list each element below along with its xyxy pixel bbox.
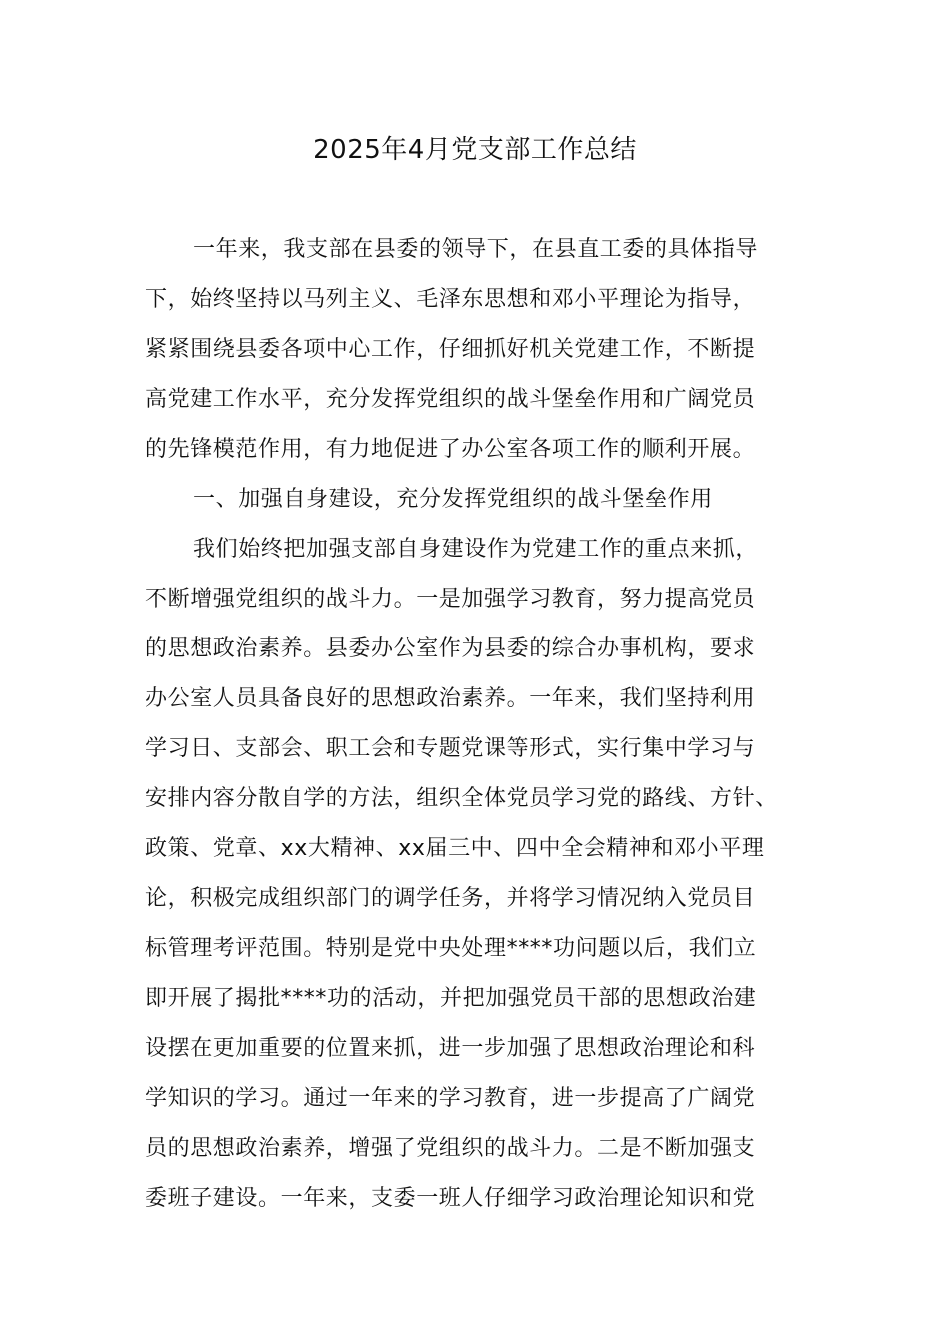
- paragraph-line: 不断增强党组织的战斗力。一是加强学习教育，努力提高党员: [145, 587, 756, 612]
- paragraph-line: 政策、党章、xx大精神、xx届三中、四中全会精神和邓小平理: [145, 836, 765, 861]
- paragraph-line: 办公室人员具备良好的思想政治素养。一年来，我们坚持利用: [145, 686, 756, 711]
- paragraph-line: 学知识的学习。通过一年来的学习教育，进一步提高了广阔党: [145, 1086, 756, 1111]
- paragraph-line: 员的思想政治素养，增强了党组织的战斗力。二是不断加强支: [145, 1136, 756, 1161]
- paragraph-line: 我们始终把加强支部自身建设作为党建工作的重点来抓，: [193, 537, 759, 562]
- paragraph-line: 的思想政治素养。县委办公室作为县委的综合办事机构，要求: [145, 636, 756, 661]
- paragraph-line: 学习日、支部会、职工会和专题党课等形式，实行集中学习与: [145, 736, 756, 761]
- paragraph-line: 论，积极完成组织部门的调学任务，并将学习情况纳入党员目: [145, 886, 756, 911]
- paragraph-line: 的先锋模范作用，有力地促进了办公室各项工作的顺利开展。: [145, 437, 756, 462]
- section-heading: 一、加强自身建设，充分发挥党组织的战斗堡垒作用: [193, 487, 713, 512]
- paragraph-line: 紧紧围绕县委各项中心工作，仔细抓好机关党建工作，不断提: [145, 337, 756, 362]
- paragraph-line: 一年来，我支部在县委的领导下，在县直工委的具体指导: [193, 237, 759, 262]
- paragraph-line: 即开展了揭批****功的活动，并把加强党员干部的思想政治建: [145, 986, 757, 1011]
- paragraph-line: 高党建工作水平，充分发挥党组织的战斗堡垒作用和广阔党员: [145, 387, 756, 412]
- paragraph-line: 安排内容分散自学的方法，组织全体党员学习党的路线、方针、: [145, 786, 778, 811]
- document-title: 2025年4月党支部工作总结: [313, 135, 637, 165]
- paragraph-line: 委班子建设。一年来，支委一班人仔细学习政治理论知识和党: [145, 1186, 756, 1211]
- paragraph-line: 下，始终坚持以马列主义、毛泽东思想和邓小平理论为指导，: [145, 287, 756, 312]
- paragraph-line: 设摆在更加重要的位置来抓，进一步加强了思想政治理论和科: [145, 1036, 756, 1061]
- paragraph-line: 标管理考评范围。特别是党中央处理****功问题以后，我们立: [145, 936, 757, 961]
